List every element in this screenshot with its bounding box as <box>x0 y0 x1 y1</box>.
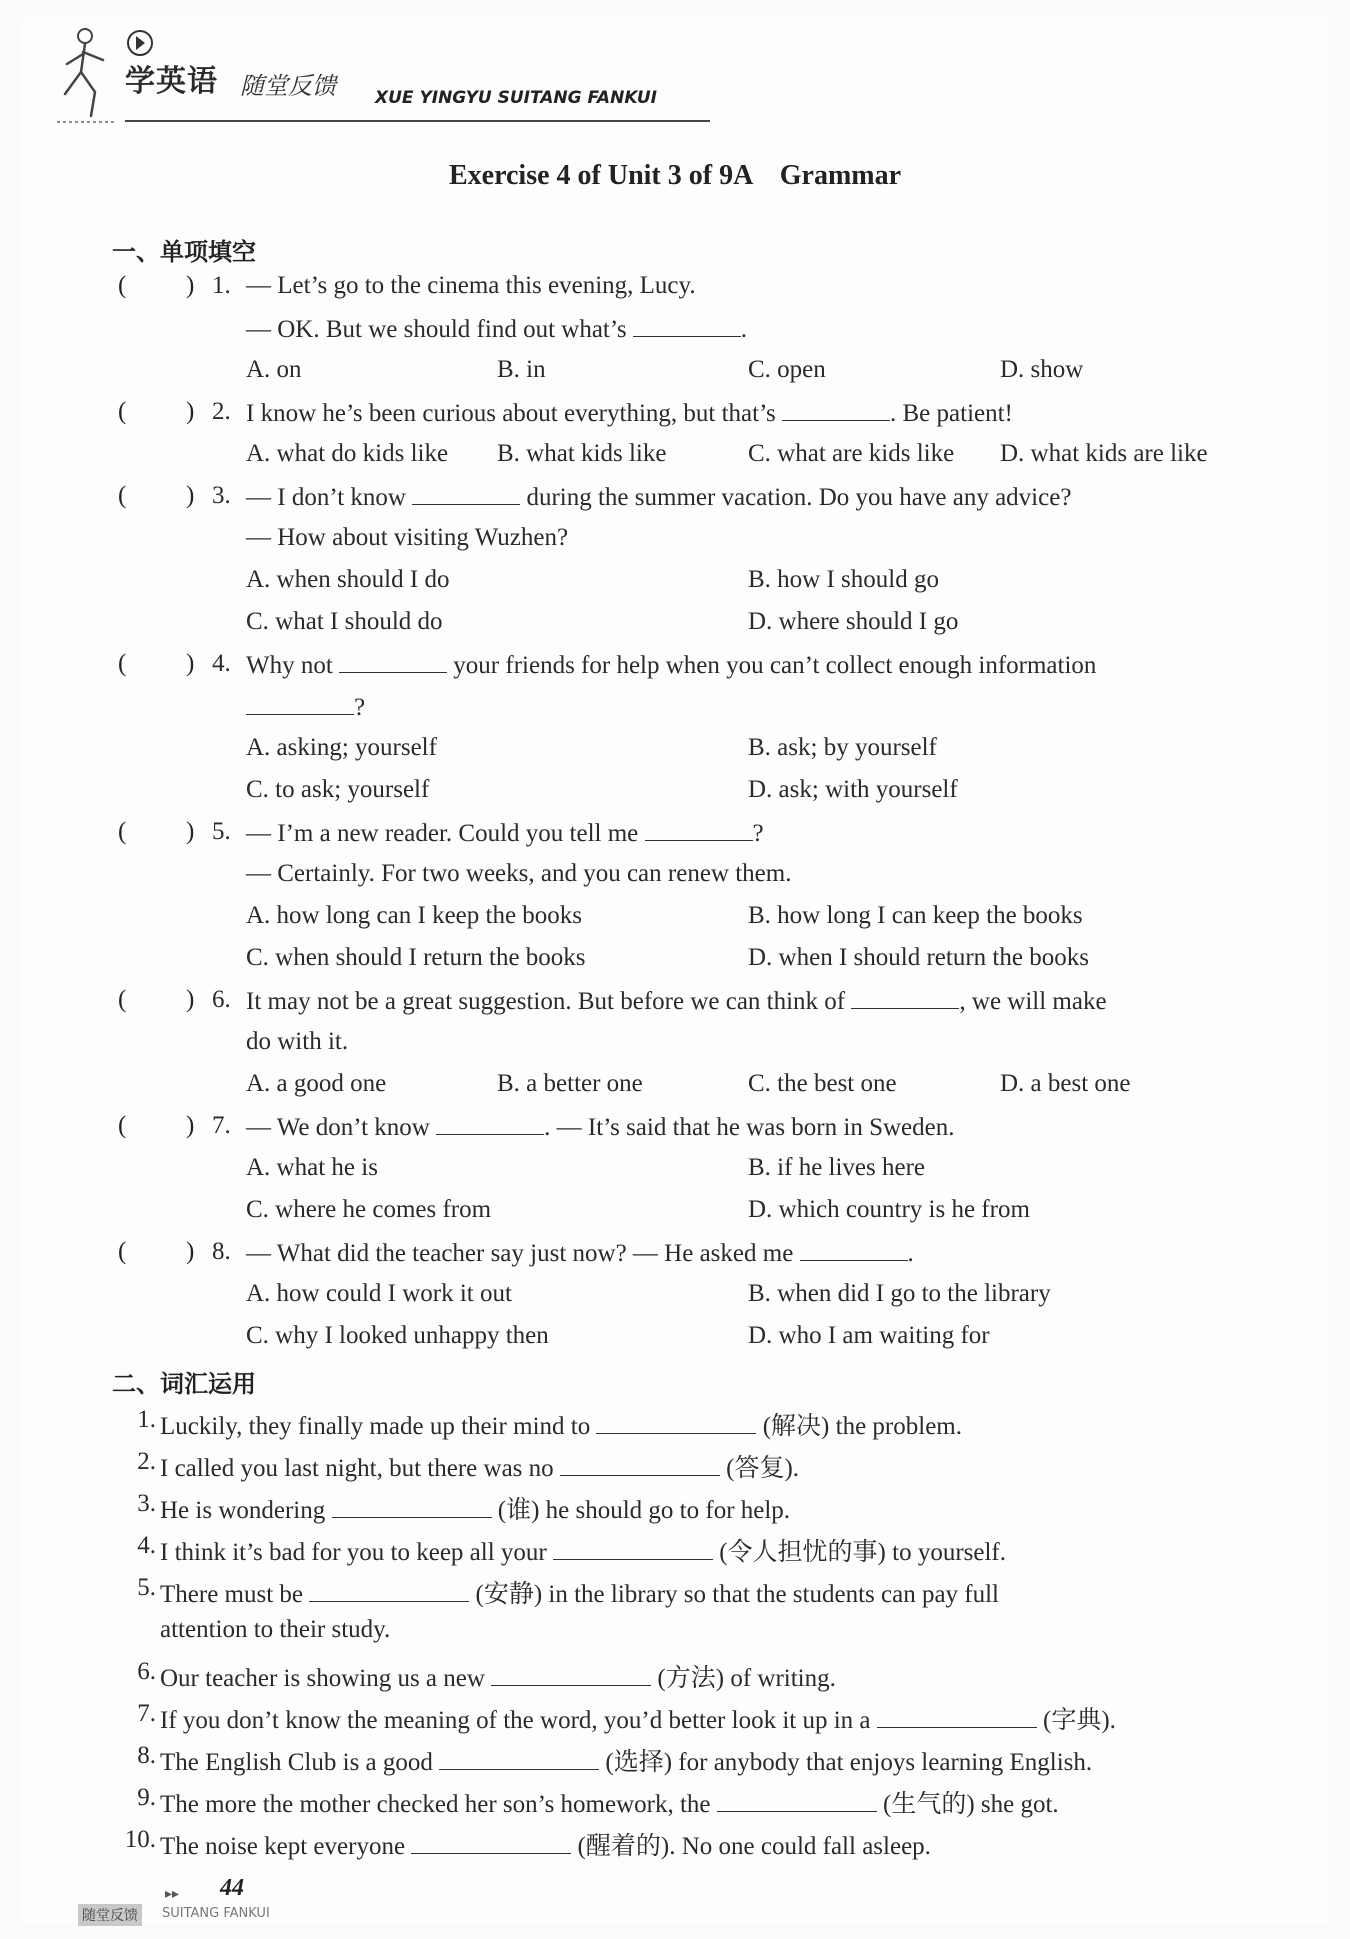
item-number: 4. <box>137 1532 156 1559</box>
item-text: Luckily, they finally made up their mind to <box>160 1413 591 1440</box>
question-text: . — It’s said that he was born in Sweden. <box>544 1114 955 1141</box>
question-text: . Be patient! <box>890 400 1013 427</box>
option-a: A. asking; yourself <box>246 734 437 761</box>
question-text: , we will make <box>959 988 1107 1015</box>
option-b: B. when did I go to the library <box>748 1280 1051 1307</box>
option-a: A. a good one <box>246 1070 387 1097</box>
answer-blank[interactable] <box>553 1537 713 1560</box>
option-a: A. how could I work it out <box>246 1280 512 1307</box>
answer-paren-close: ) <box>186 986 195 1013</box>
item-number: 9. <box>137 1784 156 1811</box>
answer-blank[interactable] <box>491 1663 651 1686</box>
answer-blank[interactable] <box>633 314 741 337</box>
item-number: 10. <box>124 1826 156 1853</box>
answer-paren-close: ) <box>186 272 195 299</box>
item-text: (方法) of writing. <box>657 1665 836 1692</box>
header-underline <box>125 120 710 122</box>
answer-paren-close: ) <box>186 398 195 425</box>
question-text: — I’m a new reader. Could you tell me <box>246 820 639 847</box>
question-text: — What did the teacher say just now? — He asked me <box>246 1240 794 1267</box>
item-text: The noise kept everyone <box>160 1833 406 1860</box>
question-number: 4. <box>212 650 231 677</box>
question-number: 3. <box>212 482 231 509</box>
item-text: (令人担忧的事) to yourself. <box>719 1539 1007 1566</box>
option-d: D. where should I go <box>748 608 959 635</box>
answer-paren-open: ( <box>118 650 127 677</box>
answer-paren-close: ) <box>186 650 195 677</box>
item-number: 5. <box>137 1574 156 1601</box>
answer-paren-open: ( <box>118 1112 127 1139</box>
item-text: There must be <box>160 1581 304 1608</box>
question-number: 1. <box>212 272 231 299</box>
item-text: (答复). <box>726 1455 800 1482</box>
item-text: I think it’s bad for you to keep all your <box>160 1539 547 1566</box>
question-text: ? <box>354 694 366 721</box>
option-c: C. to ask; yourself <box>246 776 430 803</box>
question-text: — How about visiting Wuzhen? <box>246 524 569 551</box>
answer-paren-open: ( <box>118 818 127 845</box>
option-a: A. what do kids like <box>246 440 449 467</box>
answer-blank[interactable] <box>877 1705 1037 1728</box>
question-number: 8. <box>212 1238 231 1265</box>
answer-blank[interactable] <box>560 1453 720 1476</box>
question-number: 5. <box>212 818 231 845</box>
item-text: The English Club is a good <box>160 1749 433 1776</box>
option-d: D. when I should return the books <box>748 944 1089 971</box>
option-c: C. open <box>748 356 826 383</box>
header-title-cn: 学英语 <box>125 64 218 99</box>
option-b: B. how I should go <box>748 566 939 593</box>
item-text: I called you last night, but there was no <box>160 1455 554 1482</box>
question-text: during the summer vacation. Do you have any advice? <box>526 484 1072 511</box>
section2-heading: 二、词汇运用 <box>112 1370 256 1398</box>
question-text: your friends for help when you can’t collect enough information <box>453 652 1097 679</box>
item-text: (字典). <box>1043 1707 1116 1734</box>
question-number: 7. <box>212 1112 231 1139</box>
question-text: — We don’t know <box>246 1114 430 1141</box>
answer-blank[interactable] <box>309 1579 469 1602</box>
answer-blank[interactable] <box>596 1411 756 1434</box>
option-d: D. what kids are like <box>1000 440 1208 467</box>
header-title-en: XUE YINGYU SUITANG FANKUI <box>375 88 658 108</box>
answer-blank[interactable] <box>412 482 520 505</box>
option-c: C. the best one <box>748 1070 897 1097</box>
page-number: 44 <box>220 1875 244 1901</box>
item-text: The more the mother checked her son’s homework, the <box>160 1791 711 1818</box>
answer-paren-close: ) <box>186 1112 195 1139</box>
answer-blank[interactable] <box>851 986 959 1009</box>
option-b: B. in <box>497 356 546 383</box>
option-c: C. where he comes from <box>246 1196 492 1223</box>
option-c: C. what are kids like <box>748 440 955 467</box>
option-d: D. ask; with yourself <box>748 776 958 803</box>
answer-blank[interactable] <box>411 1831 571 1854</box>
question-text: — Certainly. For two weeks, and you can renew them. <box>246 860 792 887</box>
question-text: I know he’s been curious about everything, but that’s <box>246 400 776 427</box>
section1-heading: 一、单项填空 <box>112 238 256 266</box>
option-c: C. when should I return the books <box>246 944 586 971</box>
item-text: (谁) he should go to for help. <box>497 1497 791 1524</box>
option-d: D. who I am waiting for <box>748 1322 990 1349</box>
page-header <box>55 24 675 134</box>
option-d: D. which country is he from <box>748 1196 1030 1223</box>
question-text: — Let’s go to the cinema this evening, Lucy. <box>246 272 696 299</box>
option-b: B. how long I can keep the books <box>748 902 1083 929</box>
answer-blank[interactable] <box>717 1789 877 1812</box>
item-text: attention to their study. <box>160 1616 391 1643</box>
answer-blank[interactable] <box>800 1238 908 1261</box>
answer-paren-open: ( <box>118 482 127 509</box>
item-text: (醒着的). No one could fall asleep. <box>577 1833 931 1860</box>
option-b: B. ask; by yourself <box>748 734 937 761</box>
question-text: ? <box>752 820 764 847</box>
item-number: 3. <box>137 1490 156 1517</box>
option-d: D. show <box>1000 356 1084 383</box>
answer-blank[interactable] <box>645 818 753 841</box>
item-text: (解决) the problem. <box>762 1413 962 1440</box>
question-text: It may not be a great suggestion. But before we can think of <box>246 988 846 1015</box>
answer-paren-close: ) <box>186 818 195 845</box>
item-number: 8. <box>137 1742 156 1769</box>
item-number: 1. <box>137 1406 156 1433</box>
item-text: (生气的) she got. <box>883 1791 1059 1818</box>
option-c: C. what I should do <box>246 608 443 635</box>
question-text: do with it. <box>246 1028 349 1055</box>
option-b: B. if he lives here <box>748 1154 926 1181</box>
item-text: (安静) in the library so that the students can pay full <box>475 1581 1000 1608</box>
question-text: — I don’t know <box>246 484 406 511</box>
answer-blank[interactable] <box>439 1747 599 1770</box>
answer-blank[interactable] <box>339 650 447 673</box>
answer-paren-close: ) <box>186 1238 195 1265</box>
option-c: C. why I looked unhappy then <box>246 1322 549 1349</box>
answer-blank[interactable] <box>246 692 354 715</box>
answer-paren-open: ( <box>118 1238 127 1265</box>
option-a: A. what he is <box>246 1154 378 1181</box>
item-number: 7. <box>137 1700 156 1727</box>
exercise-title: Exercise 4 of Unit 3 of 9A Grammar <box>448 160 902 191</box>
question-number: 2. <box>212 398 231 425</box>
item-text: Our teacher is showing us a new <box>160 1665 485 1692</box>
item-number: 6. <box>137 1658 156 1685</box>
option-b: B. a better one <box>497 1070 643 1097</box>
question-number: 6. <box>212 986 231 1013</box>
option-a: A. on <box>246 356 302 383</box>
answer-paren-open: ( <box>118 272 127 299</box>
answer-blank[interactable] <box>436 1112 544 1135</box>
item-number: 2. <box>137 1448 156 1475</box>
play-icon <box>127 30 153 56</box>
option-a: A. when should I do <box>246 566 450 593</box>
question-text: . <box>740 316 748 343</box>
option-b: B. what kids like <box>497 440 667 467</box>
option-a: A. how long can I keep the books <box>246 902 583 929</box>
question-text: Why not <box>246 652 333 679</box>
header-subtitle-cn: 随堂反馈 <box>240 72 336 100</box>
footer-arrow-icon: ▸▸ <box>165 1887 180 1902</box>
answer-blank[interactable] <box>782 398 890 421</box>
answer-paren-open: ( <box>118 986 127 1013</box>
item-text: If you don’t know the meaning of the word, you’d better look it up in a <box>160 1707 871 1734</box>
item-text: (选择) for anybody that enjoys learning English. <box>605 1749 1093 1776</box>
runner-logo-icon <box>55 24 125 124</box>
footer-tag-cn: 随堂反馈 <box>78 1904 142 1926</box>
item-text: He is wondering <box>160 1497 326 1524</box>
question-text: . <box>907 1240 914 1267</box>
question-text: — OK. But we should find out what’s <box>246 316 627 343</box>
answer-blank[interactable] <box>332 1495 492 1518</box>
answer-paren-open: ( <box>118 398 127 425</box>
answer-paren-close: ) <box>186 482 195 509</box>
option-d: D. a best one <box>1000 1070 1131 1097</box>
footer-tag-en: SUITANG FANKUI <box>162 1906 270 1921</box>
